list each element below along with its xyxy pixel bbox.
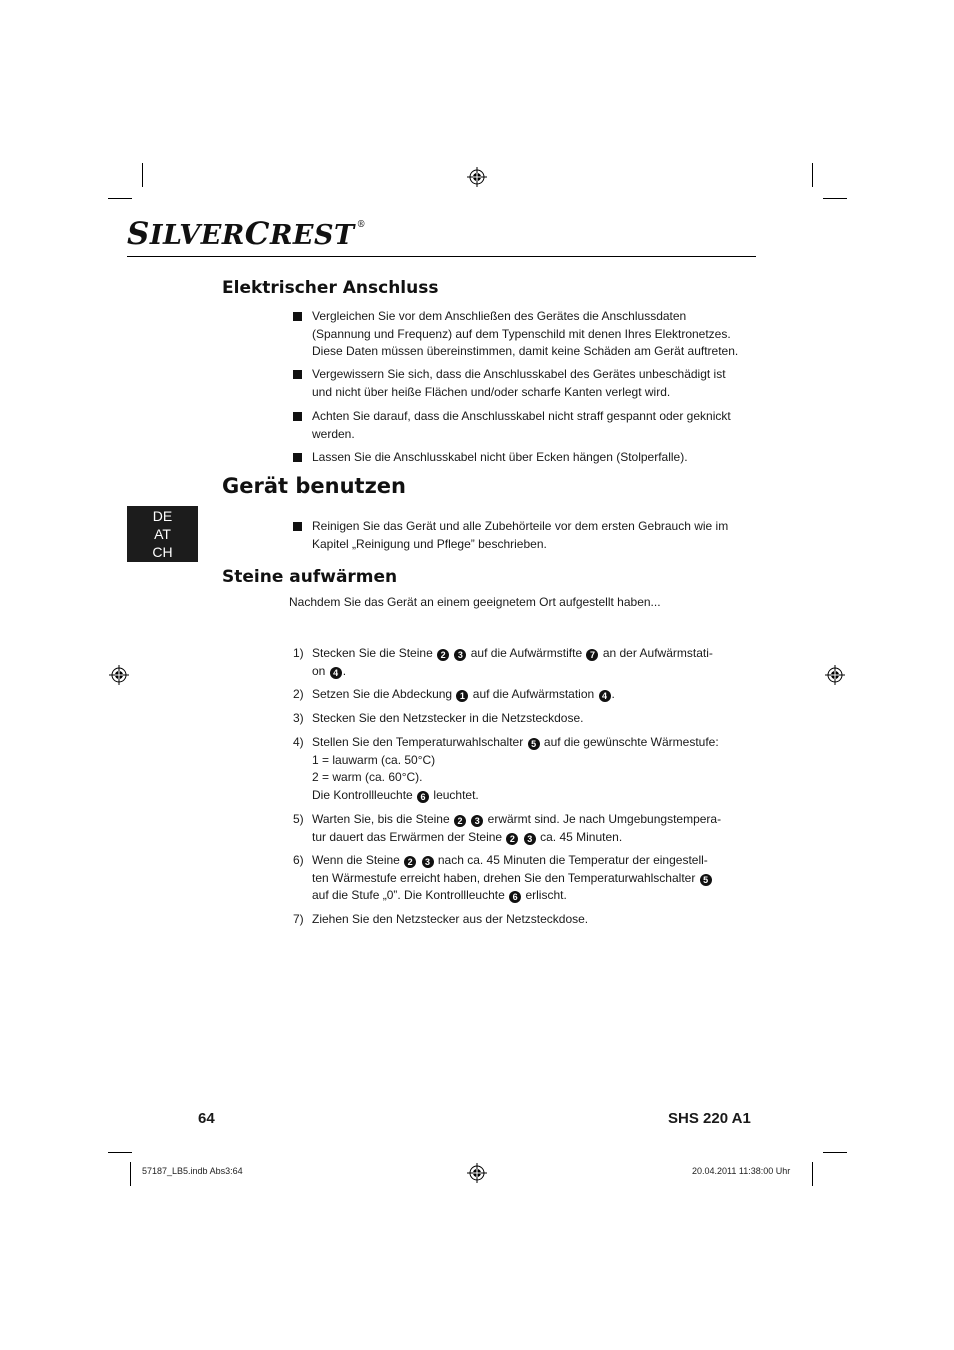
bullet-square-icon — [293, 522, 302, 531]
step-item — [293, 911, 743, 929]
registration-mark-icon — [109, 665, 129, 685]
header-rule — [127, 256, 756, 257]
callout-4: 4 — [330, 667, 342, 679]
print-date: 20.04.2011 11:38:00 Uhr — [692, 1166, 791, 1176]
step-number: 1) — [293, 646, 304, 660]
callout-1: 1 — [456, 690, 468, 702]
step-text: Setzen Sie die Abdeckung 1 auf die Aufwärmstation 4 . — [312, 687, 615, 701]
callout-6: 6 — [417, 791, 429, 803]
section-title-geraet-benutzen: Gerät benutzen — [222, 474, 406, 498]
step-number: 7) — [293, 912, 304, 926]
step-item — [293, 710, 743, 728]
crop-mark — [823, 1152, 847, 1153]
lang-at: AT — [154, 526, 171, 542]
bullet-item — [293, 408, 743, 443]
step-text: Stellen Sie den Temperaturwahlschalter 5 auf die gewünschte Wärmestufe: 1 = lauwarm (ca. 50°C) 2 = warm (ca. 60°C). Die Kontrollleuchte 6 leuchtet. — [312, 735, 719, 802]
step-item — [293, 645, 743, 680]
step-number: 4) — [293, 735, 304, 749]
callout-5: 5 — [700, 874, 712, 886]
language-tab — [127, 506, 198, 562]
bullet-square-icon — [293, 312, 302, 321]
callout-6: 6 — [509, 891, 521, 903]
step-item — [293, 811, 743, 846]
callout-5: 5 — [528, 738, 540, 750]
logo-letters: REST — [269, 220, 355, 251]
callout-3: 3 — [422, 856, 434, 868]
bullet-item — [293, 518, 743, 553]
crop-mark — [108, 1152, 132, 1153]
bullet-text: Vergleichen Sie vor dem Anschließen des Gerätes die Anschlussdaten (Spannung und Frequenz) auf dem Typenschild mit denen Ihres Elektronetzes. Diese Daten müssen übereinstimmen, damit keine Schäden am Gerät auftreten. — [312, 309, 739, 358]
bullet-item — [293, 366, 743, 401]
bullet-text: Achten Sie darauf, dass die Anschlusskabel nicht straff gespannt oder geknickt werden. — [312, 409, 731, 441]
brand-logo — [127, 216, 366, 252]
crop-mark — [108, 198, 132, 199]
section-title-steine-aufwaermen: Steine aufwärmen — [222, 567, 398, 587]
registration-mark-icon — [825, 665, 845, 685]
callout-3: 3 — [524, 833, 536, 845]
bullet-text: Vergewissern Sie sich, dass die Anschlusskabel des Gerätes unbeschädigt ist und nicht über heiße Flächen und/oder scharfe Kanten verlegt wird. — [312, 367, 726, 399]
callout-2: 2 — [506, 833, 518, 845]
callout-2: 2 — [404, 856, 416, 868]
callout-3: 3 — [454, 649, 466, 661]
step-item — [293, 852, 743, 905]
step-text: Stecken Sie die Steine 2 3 auf die Aufwärmstifte 7 an der Aufwärmstati- on 4 . — [312, 646, 713, 678]
bullet-square-icon — [293, 370, 302, 379]
step-item — [293, 734, 743, 804]
crop-mark — [130, 1162, 131, 1186]
crop-mark — [823, 198, 847, 199]
crop-mark — [812, 1162, 813, 1186]
callout-3: 3 — [471, 815, 483, 827]
lang-ch: CH — [152, 544, 173, 560]
file-slug: 57187_LB5.indb Abs3:64 — [142, 1166, 243, 1176]
registered-mark: ® — [356, 220, 367, 230]
bullet-item — [293, 308, 743, 361]
logo-letters: ILVER — [149, 220, 245, 251]
callout-7: 7 — [586, 649, 598, 661]
logo-letter: S — [127, 216, 150, 252]
section-title-elektrischer-anschluss: Elektrischer Anschluss — [222, 278, 439, 298]
registration-mark-icon — [467, 1163, 487, 1183]
step-number: 2) — [293, 687, 304, 701]
step-text: Stecken Sie den Netzstecker in die Netzsteckdose. — [312, 711, 584, 725]
crop-mark — [812, 163, 813, 187]
step-text: Warten Sie, bis die Steine 2 3 erwärmt sind. Je nach Umgebungstempera- tur dauert das Erwärmen der Steine 2 3 ca. 45 Minuten. — [312, 812, 722, 844]
step-text: Ziehen Sie den Netzstecker aus der Netzsteckdose. — [312, 912, 589, 926]
bullet-text: Lassen Sie die Anschlusskabel nicht über Ecken hängen (Stolperfalle). — [312, 450, 688, 464]
step-text: Wenn die Steine 2 3 nach ca. 45 Minuten die Temperatur der eingestell- ten Wärmestufe erreicht haben, drehen Sie den Temperaturwahlschalter 5 auf die Stufe „0”. Die Kontrollleuchte 6 erlischt. — [312, 852, 743, 905]
crop-mark — [142, 163, 143, 187]
page-number: 64 — [198, 1110, 215, 1127]
bullet-square-icon — [293, 412, 302, 421]
model-number: SHS 220 A1 — [668, 1110, 751, 1127]
callout-4: 4 — [599, 690, 611, 702]
bullet-item — [293, 449, 743, 467]
bullet-square-icon — [293, 453, 302, 462]
step-number: 3) — [293, 711, 304, 725]
step-number: 5) — [293, 812, 304, 826]
callout-2: 2 — [454, 815, 466, 827]
lang-de: DE — [152, 508, 173, 524]
intro-text: Nachdem Sie das Gerät an einem geeignetem Ort aufgestellt haben... — [289, 595, 661, 609]
registration-mark-icon — [467, 167, 487, 187]
bullet-text: Reinigen Sie das Gerät und alle Zubehörteile vor dem ersten Gebrauch wie im Kapitel „Reinigung und Pflege” beschrieben. — [312, 519, 729, 551]
callout-2: 2 — [437, 649, 449, 661]
step-number: 6) — [293, 853, 304, 867]
logo-letter: C — [244, 216, 270, 252]
step-item — [293, 686, 743, 704]
